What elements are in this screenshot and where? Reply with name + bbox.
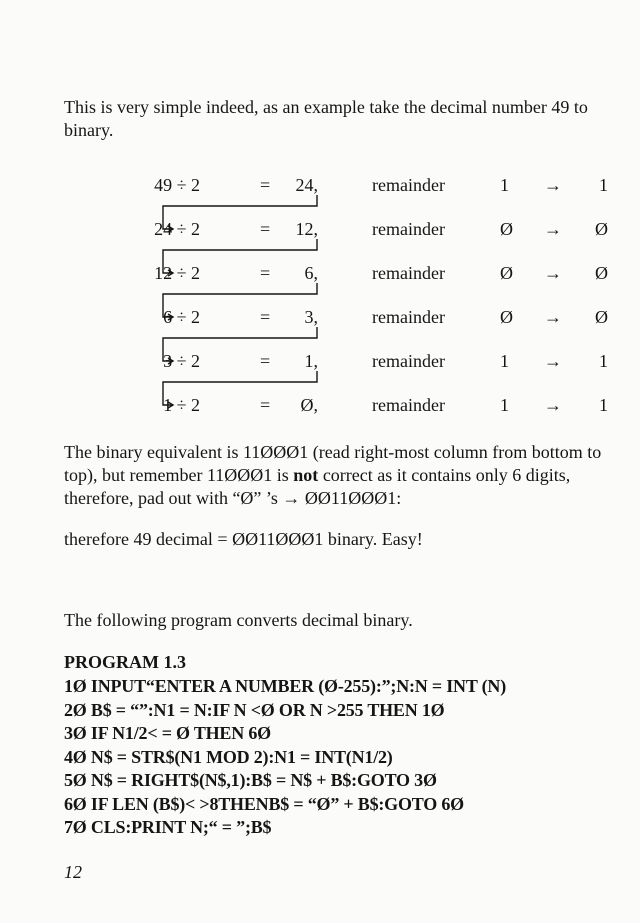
division-row [0, 175, 640, 199]
program-line: 7Ø CLS:PRINT N;“ = ”;B$ [64, 817, 272, 837]
remainder-label: remainder [372, 219, 445, 239]
arrow-icon: → [544, 263, 562, 283]
explanation-emphasis: not [293, 465, 319, 485]
quotient: 3, [304, 307, 318, 327]
program-line: 6Ø IF LEN (B$)< >8THENB$ = “Ø” + B$:GOTO 6Ø [64, 793, 464, 814]
remainder-label: remainder [372, 263, 445, 283]
remainder-label: remainder [372, 351, 445, 371]
division-operation: 1 ÷ 2 [163, 395, 200, 415]
quotient: 12, [295, 219, 318, 239]
remainder-label: remainder [372, 175, 445, 195]
division-operation: 6 ÷ 2 [163, 307, 200, 327]
binary-digit: 1 [599, 395, 608, 415]
equals-sign: = [260, 351, 271, 371]
division-row [0, 351, 640, 375]
quotient: 1, [304, 351, 318, 371]
division-operation: 49 ÷ 2 [154, 175, 200, 195]
explanation-part2: correct as it contains only 6 digits, therefore, pad out with “Ø” ’s → ØØ11ØØØ1: [64, 465, 571, 508]
binary-digit: Ø [595, 263, 608, 283]
arrow-icon: → [544, 175, 562, 195]
page-number: 12 [64, 862, 82, 882]
binary-digit: 1 [599, 175, 608, 195]
division-row [0, 263, 640, 287]
program-line: 2Ø B$ = “”:N1 = N:IF N <Ø OR N >255 THEN 1Ø [64, 699, 445, 720]
remainder-value: 1 [500, 175, 509, 195]
arrow-icon: → [544, 219, 562, 239]
binary-digit: Ø [595, 219, 608, 239]
quotient: Ø, [300, 395, 318, 415]
arrow-icon: → [544, 395, 562, 415]
program-listing [64, 675, 506, 840]
division-row [0, 307, 640, 331]
program-title: PROGRAM 1.3 [64, 652, 186, 672]
binary-digit: 1 [599, 351, 608, 371]
remainder-label: remainder [372, 307, 445, 327]
program-line: 3Ø IF N1/2< = Ø THEN 6Ø [64, 723, 271, 743]
division-row [0, 219, 640, 243]
quotient: 6, [304, 263, 318, 283]
equals-sign: = [260, 395, 271, 415]
explanation-paragraph [64, 441, 624, 510]
program-line: 1Ø INPUT“ENTER A NUMBER (Ø-255):”;N:N = INT (N) [64, 676, 507, 696]
arrow-icon: → [544, 307, 562, 327]
equals-sign: = [260, 219, 271, 239]
intro-paragraph: This is very simple indeed, as an example take the decimal number 49 to binary. [64, 97, 588, 140]
quotient: 24, [295, 175, 318, 195]
division-operation: 12 ÷ 2 [154, 263, 200, 283]
remainder-label: remainder [372, 395, 445, 415]
arrow-icon: → [544, 351, 562, 371]
remainder-value: Ø [500, 307, 513, 327]
division-operation: 3 ÷ 2 [163, 351, 200, 371]
program-intro: The following program converts decimal binary. [64, 610, 413, 630]
conclusion-paragraph: therefore 49 decimal = ØØ11ØØØ1 binary. Easy! [64, 529, 423, 549]
division-row [0, 395, 640, 419]
binary-digit: Ø [595, 307, 608, 327]
remainder-value: 1 [500, 351, 509, 371]
remainder-value: Ø [500, 219, 513, 239]
equals-sign: = [260, 263, 271, 283]
remainder-value: Ø [500, 263, 513, 283]
program-line: 5Ø N$ = RIGHT$(N$,1):B$ = N$ + B$:GOTO 3Ø [64, 770, 437, 790]
division-operation: 24 ÷ 2 [154, 219, 200, 239]
equals-sign: = [260, 307, 271, 327]
remainder-value: 1 [500, 395, 509, 415]
equals-sign: = [260, 175, 271, 195]
program-line: 4Ø N$ = STR$(N1 MOD 2):N1 = INT(N1/2) [64, 746, 393, 767]
explanation-part1: The binary equivalent is 11ØØØ1 (read right-most column from bottom to top), but remember 11ØØØ1 is [64, 442, 602, 485]
